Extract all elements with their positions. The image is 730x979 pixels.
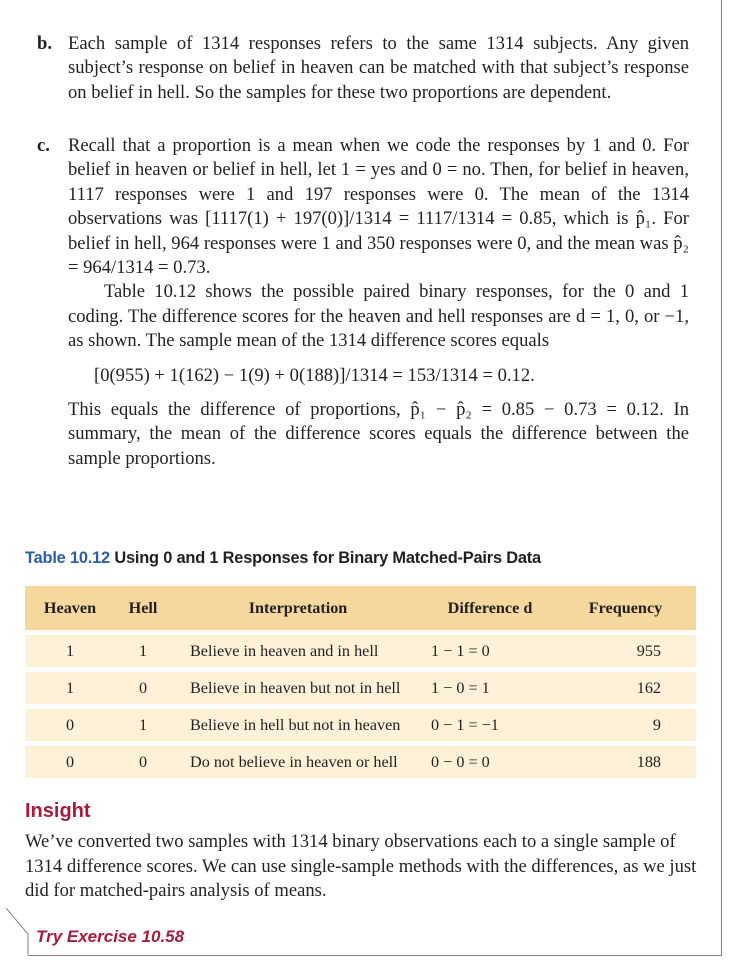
table-title: Using 0 and 1 Responses for Binary Matched-Pairs Data xyxy=(114,549,541,567)
cell-difference: 1 − 1 = 0 xyxy=(425,635,555,667)
try-exercise-link[interactable]: Try Exercise 10.58 xyxy=(36,927,185,946)
cell-hell: 0 xyxy=(115,746,171,778)
cell-frequency: 9 xyxy=(555,709,696,741)
cell-interpretation: Believe in hell but not in heaven xyxy=(171,709,425,741)
table-header-row xyxy=(25,586,696,630)
table-row xyxy=(25,635,696,667)
answer-part-c xyxy=(37,134,689,471)
table-caption xyxy=(25,549,541,568)
cell-heaven: 0 xyxy=(25,709,115,741)
answer-part-b xyxy=(37,32,689,105)
cell-hell: 0 xyxy=(115,672,171,704)
cell-heaven: 0 xyxy=(25,746,115,778)
table-row xyxy=(25,672,696,704)
part-b-marker: b. xyxy=(37,33,52,54)
page-frame-bottom xyxy=(28,955,722,956)
difference-mean-equation: [0(955) + 1(162) − 1(9) + 0(188)]/1314 = 153/1314 = 0.12. xyxy=(94,364,535,386)
cell-heaven: 1 xyxy=(25,635,115,667)
header-frequency: Frequency xyxy=(555,586,696,630)
matched-pairs-table xyxy=(25,586,696,778)
cell-difference: 0 − 1 = −1 xyxy=(425,709,555,741)
header-interpretation: Interpretation xyxy=(171,586,425,630)
cell-frequency: 188 xyxy=(555,746,696,778)
part-b-text: Each sample of 1314 responses refers to the same 1314 subjects. Any given subject’s response on belief in heaven can be matched with that subject’s response on belief in hell. So the samples for these two proportions are dependent. xyxy=(68,33,689,103)
part-c-marker: c. xyxy=(37,135,50,156)
page-corner-notch xyxy=(6,908,30,956)
table-row xyxy=(25,709,696,741)
cell-difference: 0 − 0 = 0 xyxy=(425,746,555,778)
page-frame-right xyxy=(721,0,722,955)
cell-hell: 1 xyxy=(115,709,171,741)
table-row xyxy=(25,746,696,778)
cell-interpretation: Believe in heaven but not in hell xyxy=(171,672,425,704)
part-c-paragraph-3: This equals the difference of proportions, p̂₁ − p̂₂ = 0.85 − 0.73 = 0.12. In summary, the mean of the difference scores equals the difference between the sample proportions. xyxy=(68,399,689,469)
cell-interpretation: Believe in heaven and in hell xyxy=(171,635,425,667)
insight-text: We’ve converted two samples with 1314 binary observations each to a single sample of 1314 difference scores. We can use single-sample methods with the differences, as we just did for matched-pairs analysis of means. xyxy=(25,831,697,901)
cell-frequency: 955 xyxy=(555,635,696,667)
part-c-paragraph-1: Recall that a proportion is a mean when we code the responses by 1 and 0. For belief in heaven or belief in hell, let 1 = yes and 0 = no. Then, for belief in heaven, 1117 responses were 1 and 197 responses were 0. The mean of the 1314 observations was [1117(1) + 197(0)]/1314 = 1117/1314 = 0.85, which is p̂₁. For belief in hell, 964 responses were 1 and 350 responses were 0, and the mean was p̂₂ = 964/1314 = 0.73. xyxy=(68,135,689,279)
cell-hell: 1 xyxy=(115,635,171,667)
cell-interpretation: Do not believe in heaven or hell xyxy=(171,746,425,778)
table-number: Table 10.12 xyxy=(25,549,110,567)
header-difference: Difference d xyxy=(425,586,555,630)
header-hell: Hell xyxy=(115,586,171,630)
insight-heading: Insight xyxy=(25,800,91,822)
cell-difference: 1 − 0 = 1 xyxy=(425,672,555,704)
cell-frequency: 162 xyxy=(555,672,696,704)
cell-heaven: 1 xyxy=(25,672,115,704)
part-c-paragraph-2: Table 10.12 shows the possible paired binary responses, for the 0 and 1 coding. The difference scores for the heaven and hell responses are d = 1, 0, or −1, as shown. The sample mean of the 1314 difference scores equals xyxy=(68,281,689,352)
header-heaven: Heaven xyxy=(25,586,115,630)
